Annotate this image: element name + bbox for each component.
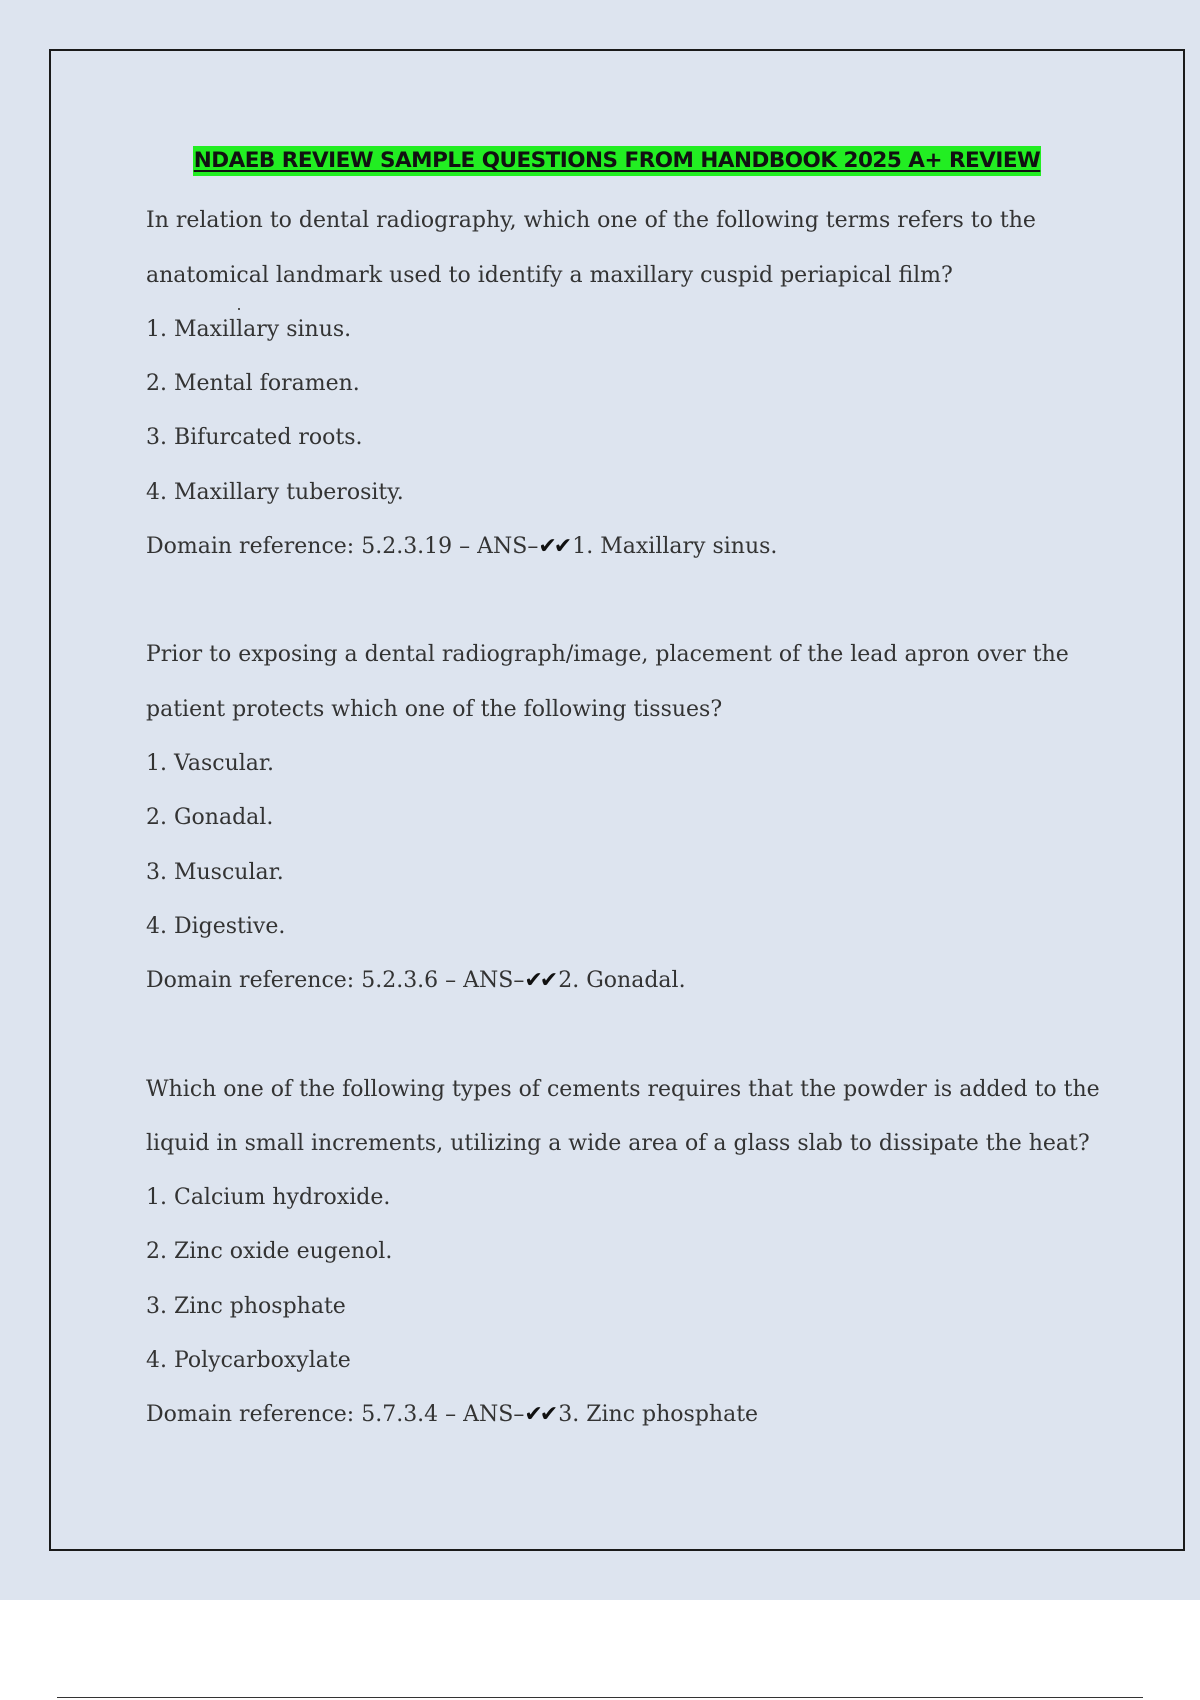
- question-2-option-3: 3. Muscular.: [146, 860, 284, 885]
- question-3-stem-line-2: liquid in small increments, utilizing a wide area of a glass slab to dissipate the heat?: [146, 1131, 1090, 1156]
- question-2-option-4: 4. Digestive.: [146, 914, 286, 939]
- stray-mark: [238, 308, 240, 310]
- answer-prefix: Domain reference: 5.2.3.19 – ANS–: [146, 534, 539, 559]
- question-3-option-1: 1. Calcium hydroxide.: [146, 1185, 391, 1210]
- question-2-stem-line-1: Prior to exposing a dental radiograph/image, placement of the lead apron over the: [146, 642, 1069, 667]
- double-check-icon: ✔✔: [524, 968, 556, 993]
- footer-rule: [57, 1697, 1143, 1698]
- answer-text: 1. Maxillary sinus.: [572, 534, 778, 559]
- question-1-option-3: 3. Bifurcated roots.: [146, 425, 363, 450]
- question-3-answer: [146, 1400, 1146, 1430]
- document-title: NDAEB REVIEW SAMPLE QUESTIONS FROM HANDBOOK 2025 A+ REVIEW: [193, 146, 1041, 176]
- question-3-option-4: 4. Polycarboxylate: [146, 1348, 351, 1373]
- double-check-icon: ✔✔: [524, 1402, 556, 1427]
- question-1-answer: [146, 532, 1146, 562]
- answer-text: 3. Zinc phosphate: [558, 1402, 759, 1427]
- question-2-option-1: 1. Vascular.: [146, 751, 274, 776]
- answer-text: 2. Gonadal.: [558, 968, 686, 993]
- question-1-stem-line-1: In relation to dental radiography, which one of the following terms refers to the: [146, 208, 1036, 233]
- answer-prefix: Domain reference: 5.2.3.6 – ANS–: [146, 968, 525, 993]
- question-1-option-4: 4. Maxillary tuberosity.: [146, 480, 404, 505]
- question-2-option-2: 2. Gonadal.: [146, 805, 274, 830]
- double-check-icon: ✔✔: [538, 534, 570, 559]
- question-2-stem-line-2: patient protects which one of the following tissues?: [146, 697, 723, 722]
- question-3-option-3: 3. Zinc phosphate: [146, 1294, 346, 1319]
- question-1-option-1: 1. Maxillary sinus.: [146, 317, 352, 342]
- question-2-answer: [146, 966, 1146, 996]
- question-1-stem-line-2: anatomical landmark used to identify a maxillary cuspid periapical film?: [146, 263, 953, 288]
- title-container: [0, 146, 1200, 176]
- question-3-option-2: 2. Zinc oxide eugenol.: [146, 1239, 393, 1264]
- question-3-stem-line-1: Which one of the following types of cements requires that the powder is added to the: [146, 1077, 1100, 1102]
- answer-prefix: Domain reference: 5.7.3.4 – ANS–: [146, 1402, 525, 1427]
- question-1-option-2: 2. Mental foramen.: [146, 371, 360, 396]
